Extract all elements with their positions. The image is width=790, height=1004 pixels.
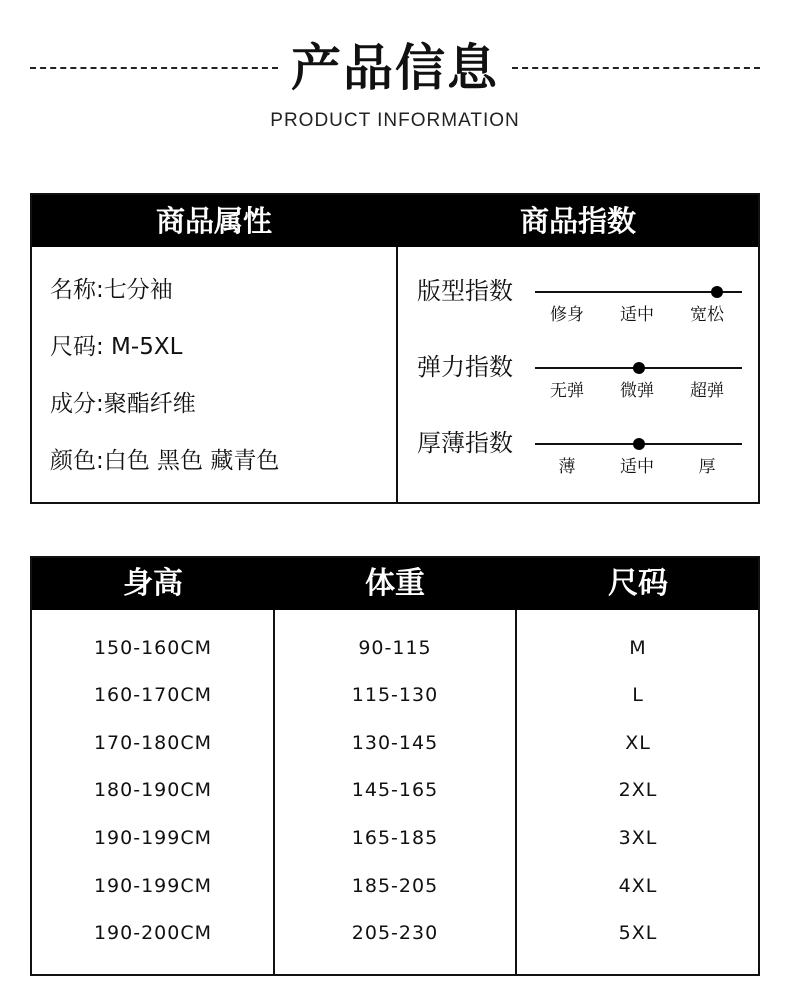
attributes-heading: 商品属性 — [155, 204, 272, 238]
title-dash-left — [30, 67, 278, 69]
cell-height: 190-200CM — [93, 922, 213, 944]
index-scale-mid: 适中 — [620, 305, 654, 325]
cell-weight: 145-165 — [351, 779, 439, 801]
cell-weight: 130-145 — [351, 732, 439, 754]
table-row — [32, 672, 758, 719]
index-label: 弹力指数 — [417, 353, 513, 381]
attribute-color: 颜色:白色 黑色 藏青色 — [50, 448, 280, 474]
cell-height: 190-199CM — [93, 875, 213, 897]
table-row — [32, 625, 758, 672]
page-subtitle: PRODUCT INFORMATION — [270, 110, 520, 131]
index-marker — [633, 362, 645, 374]
attribute-table-divider — [396, 247, 398, 504]
size-table-header — [32, 558, 758, 610]
index-marker — [711, 286, 723, 298]
table-row — [32, 863, 758, 910]
cell-height: 190-199CM — [93, 827, 213, 849]
table-row — [32, 815, 758, 862]
cell-size: 3XL — [618, 827, 658, 849]
cell-weight: 165-185 — [351, 827, 439, 849]
cell-size: L — [632, 684, 644, 706]
index-row-elasticity — [417, 352, 762, 412]
cell-height: 170-180CM — [93, 732, 213, 754]
table-row — [32, 720, 758, 767]
index-row-fit — [417, 276, 762, 336]
table-row — [32, 910, 758, 957]
cell-weight: 90-115 — [358, 637, 432, 659]
header-size: 尺码 — [608, 566, 668, 601]
index-label: 厚薄指数 — [417, 429, 513, 457]
header-height: 身高 — [123, 566, 183, 601]
index-scale-low: 修身 — [550, 305, 584, 325]
index-scale-mid: 微弹 — [620, 381, 654, 401]
cell-size: M — [629, 637, 647, 659]
indices-heading: 商品指数 — [519, 204, 636, 238]
cell-size: 5XL — [618, 922, 658, 944]
title-dash-right — [512, 67, 760, 69]
index-scale-mid: 适中 — [620, 457, 654, 477]
header-weight: 体重 — [365, 566, 425, 601]
attribute-name: 名称:七分袖 — [50, 277, 173, 303]
cell-size: 4XL — [618, 875, 658, 897]
attribute-table-header — [32, 195, 758, 247]
attribute-size: 尺码: M-5XL — [50, 334, 183, 360]
index-label: 版型指数 — [417, 277, 513, 305]
title-row — [0, 36, 790, 100]
cell-weight: 205-230 — [351, 922, 439, 944]
index-marker — [633, 438, 645, 450]
index-scale-low: 薄 — [558, 457, 576, 477]
index-scale-high: 超弹 — [690, 381, 724, 401]
index-scale-low: 无弹 — [550, 381, 584, 401]
product-attribute-table — [30, 193, 760, 504]
cell-weight: 115-130 — [351, 684, 439, 706]
index-scale-high: 宽松 — [690, 305, 724, 325]
page-title: 产品信息 — [291, 39, 499, 97]
size-chart-table — [30, 556, 760, 976]
table-row — [32, 767, 758, 814]
cell-size: 2XL — [618, 779, 658, 801]
index-row-thickness — [417, 428, 762, 488]
cell-height: 150-160CM — [93, 637, 213, 659]
cell-height: 180-190CM — [93, 779, 213, 801]
cell-size: XL — [625, 732, 651, 754]
attribute-material: 成分:聚酯纤维 — [50, 391, 196, 417]
index-scale-high: 厚 — [698, 457, 716, 477]
cell-height: 160-170CM — [93, 684, 213, 706]
cell-weight: 185-205 — [351, 875, 439, 897]
